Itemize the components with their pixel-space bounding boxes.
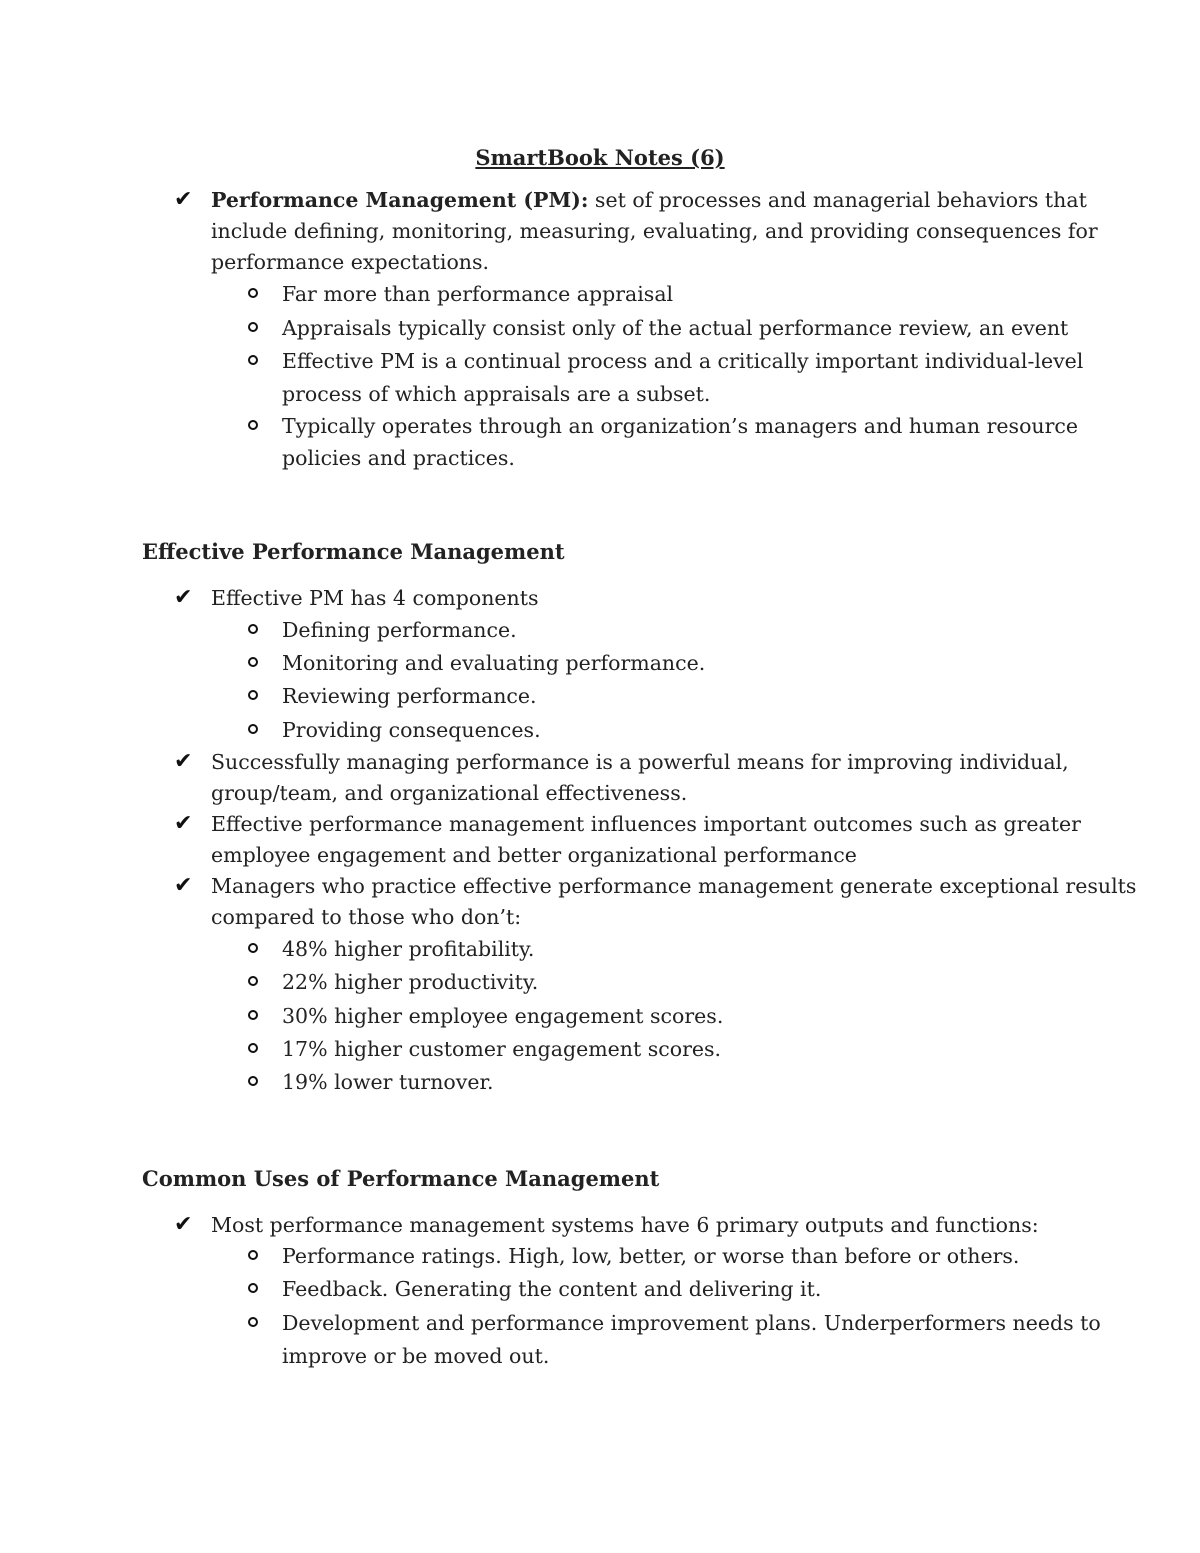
checkmark-icon: ✔ — [174, 1212, 193, 1237]
circle-bullet-icon — [248, 420, 258, 430]
checkmark-icon: ✔ — [174, 585, 193, 610]
circle-bullet-icon — [248, 288, 258, 298]
item-text: include defining, monitoring, measuring, evaluating, and providing consequences for — [211, 219, 1098, 243]
section-heading: Effective Performance Management — [142, 539, 565, 564]
sub-item-text: Providing consequences. — [282, 718, 541, 742]
sub-item-text: Defining performance. — [282, 618, 517, 642]
sub-item-text: Performance ratings. High, low, better, or worse than before or others. — [282, 1244, 1020, 1268]
circle-bullet-icon — [248, 1010, 258, 1020]
sub-item-text: 17% higher customer engagement scores. — [282, 1037, 722, 1061]
item-text: employee engagement and better organizational performance — [211, 843, 857, 867]
sub-item-text: Far more than performance appraisal — [282, 282, 674, 306]
item-text: Effective PM has 4 components — [211, 586, 539, 610]
checkmark-icon: ✔ — [174, 187, 193, 212]
circle-bullet-icon — [248, 1250, 258, 1260]
circle-bullet-icon — [248, 322, 258, 332]
sub-item-text: Typically operates through an organization’s managers and human resource — [282, 414, 1079, 438]
circle-bullet-icon — [248, 1283, 258, 1293]
checkmark-icon: ✔ — [174, 811, 193, 836]
item-text: performance expectations. — [211, 250, 490, 274]
circle-bullet-icon — [248, 1076, 258, 1086]
sub-item-text: policies and practices. — [282, 446, 515, 470]
sub-item-text: Feedback. Generating the content and delivering it. — [282, 1277, 822, 1301]
item-text: compared to those who don’t: — [211, 905, 522, 929]
sub-item-text: improve or be moved out. — [282, 1344, 550, 1368]
section-heading: Common Uses of Performance Management — [142, 1166, 660, 1191]
sub-item-text: Appraisals typically consist only of the actual performance review, an event — [282, 316, 1069, 340]
sub-item-text: 19% lower turnover. — [282, 1070, 494, 1094]
sub-item-text: process of which appraisals are a subset. — [282, 382, 711, 406]
list-item — [211, 186, 1087, 214]
item-text: Successfully managing performance is a powerful means for improving individual, — [211, 750, 1069, 774]
circle-bullet-icon — [248, 657, 258, 667]
circle-bullet-icon — [248, 976, 258, 986]
item-text: Most performance management systems have 6 primary outputs and functions: — [211, 1213, 1039, 1237]
item-text: Effective performance management influences important outcomes such as greater — [211, 812, 1081, 836]
item-text: set of processes and managerial behaviors that — [588, 188, 1087, 212]
circle-bullet-icon — [248, 690, 258, 700]
checkmark-icon: ✔ — [174, 749, 193, 774]
circle-bullet-icon — [248, 943, 258, 953]
term-label: Performance Management (PM): — [211, 188, 589, 212]
page-title: SmartBook Notes (6) — [475, 145, 725, 170]
circle-bullet-icon — [248, 355, 258, 365]
circle-bullet-icon — [248, 624, 258, 634]
circle-bullet-icon — [248, 1317, 258, 1327]
sub-item-text: Development and performance improvement plans. Underperformers needs to — [282, 1311, 1101, 1335]
item-text: group/team, and organizational effectiveness. — [211, 781, 688, 805]
checkmark-icon: ✔ — [174, 873, 193, 898]
circle-bullet-icon — [248, 724, 258, 734]
sub-item-text: Monitoring and evaluating performance. — [282, 651, 706, 675]
sub-item-text: 30% higher employee engagement scores. — [282, 1004, 724, 1028]
sub-item-text: Reviewing performance. — [282, 684, 537, 708]
item-text: Managers who practice effective performance management generate exceptional results — [211, 874, 1137, 898]
sub-item-text: 48% higher profitability. — [282, 937, 535, 961]
sub-item-text: 22% higher productivity. — [282, 970, 539, 994]
sub-item-text: Effective PM is a continual process and a critically important individual-level — [282, 349, 1084, 373]
circle-bullet-icon — [248, 1043, 258, 1053]
